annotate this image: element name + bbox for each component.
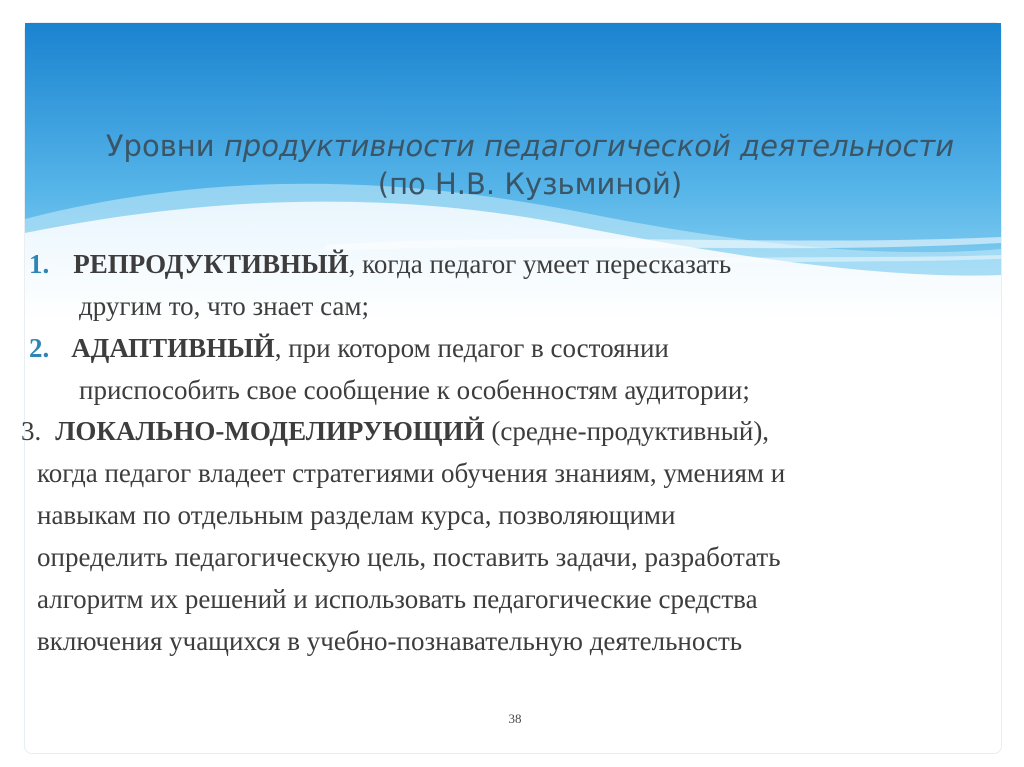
list-item-1-term: РЕПРОДУКТИВНЫЙ [73, 249, 349, 279]
title-part-1: Уровни [105, 129, 224, 163]
list-item-1 [29, 249, 731, 280]
list-item-2-term: АДАПТИВНЫЙ [71, 333, 275, 363]
list-item-3-term: ЛОКАЛЬНО-МОДЕЛИРУЮЩИЙ [55, 416, 485, 446]
list-item-3-line-2: когда педагог владеет стратегиями обучения знаниям, умениям и [37, 458, 786, 488]
title-subtitle: (по Н.В. Кузьминой) [377, 167, 683, 201]
list-item-2-continuation: приспособить свое сообщение к особенностям аудитории; [79, 375, 750, 405]
list-item-3-number: 3. [21, 416, 42, 446]
title-part-2: продуктивности педагогической деятельности [223, 129, 955, 163]
list-item-2-text: , при котором педагог в состоянии [274, 333, 669, 363]
list-item-3 [21, 416, 769, 447]
list-item-3-line-5: алгоритм их решений и использовать педагогические средства [37, 584, 758, 614]
page-number: 38 [508, 711, 522, 726]
list-item-1-text: , когда педагог умеет пересказать [348, 249, 732, 279]
list-item-3-line-3: навыкам по отдельным разделам курса, позволяющими [37, 500, 676, 530]
list-item-1-number: 1. [29, 249, 50, 279]
list-item-2 [29, 333, 669, 364]
list-item-3-line-4: определить педагогическую цель, поставить задачи, разработать [37, 542, 781, 572]
slide-body [21, 23, 1001, 753]
list-item-2-number: 2. [29, 333, 50, 363]
list-item-3-line-6: включения учащихся в учебно-познавательную деятельность [37, 626, 743, 656]
list-item-3-text: (средне-продуктивный), [484, 416, 770, 446]
slide-frame [21, 22, 1002, 754]
list-item-1-continuation: другим то, что знает сам; [79, 291, 369, 321]
